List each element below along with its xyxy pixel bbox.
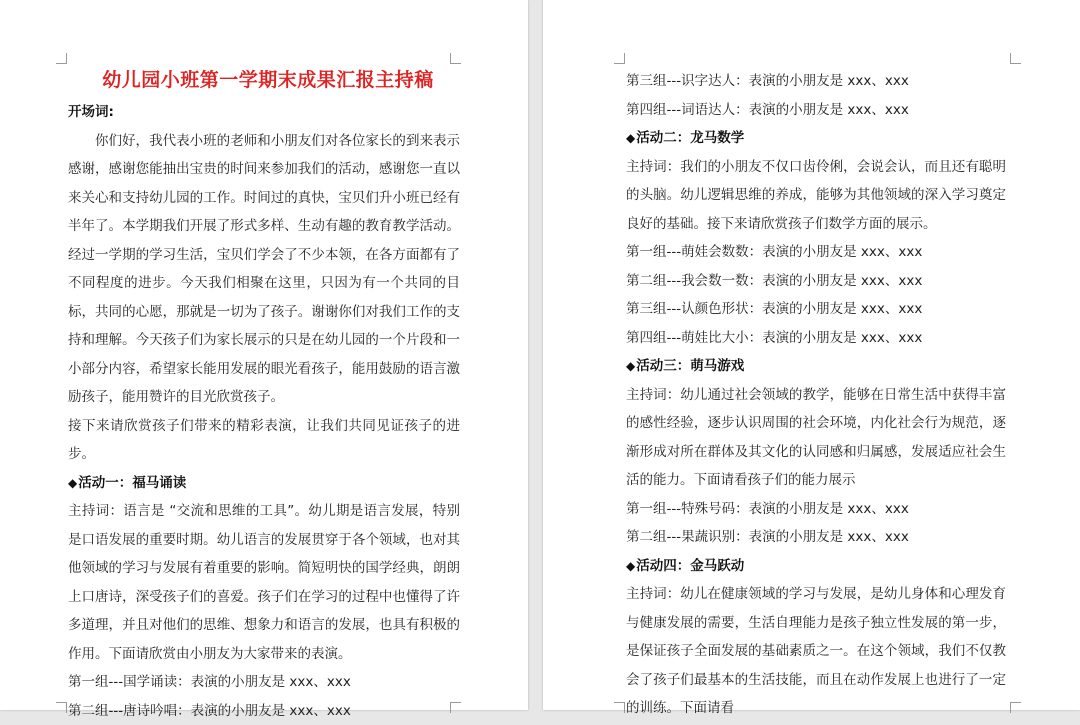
activity-heading xyxy=(626,552,1006,581)
crop-mark xyxy=(56,702,67,713)
group-line: 第二组---唐诗吟唱：表演的小朋友是 xxx、xxx xyxy=(68,697,460,725)
opening-heading: 开场词: xyxy=(68,98,460,127)
opening-paragraph: 你们好，我代表小班的老师和小朋友们对各位家长的到来表示感谢，感谢您能抽出宝贵的时间来参加我们的活动，感谢您一直以来关心和支持幼儿园的工作。时间过的真快，宝贝们升小班已经有半年了。本学期我们开展了形式多样、生动有趣的教育教学活动。经过一学期的学习生活，宝贝们学会了不少本领，在各方面都有了不同程度的进步。今天我们相聚在这里，只因为有一个共同的目标，共同的心愿，那就是一切为了孩子。谢谢你们对我们工作的支持和理解。今天孩子们为家长展示的只是在幼儿园的一个片段和一小部分内容，希望家长能用发展的眼光看孩子，能用鼓励的语言激励孩子，能用赞许的目光欣赏孩子。 xyxy=(68,127,460,412)
activity-paragraph: 主持词：幼儿在健康领域的学习与发展，是幼儿身体和心理发育与健康发展的需要，生活自理能力是孩子独立性发展的第一步，是保证孩子全面发展的基础素质之一。在这个领域，我们不仅教会了孩子们最基本的生活技能，而且在动作发展上也进行了一定的训练。下面请看 xyxy=(626,580,1006,723)
group-line: 第四组---词语达人：表演的小朋友是 xxx、xxx xyxy=(626,96,1006,125)
group-line: 第三组---认颜色形状：表演的小朋友是 xxx、xxx xyxy=(626,295,1006,324)
activity-heading-text: 活动三：萌马游戏 xyxy=(636,358,744,374)
activity-paragraph: 主持词：幼儿通过社会领域的教学，能够在日常生活中获得丰富的感性经验，逐步认识周围的社会环境，内化社会行为规范，逐渐形成对所在群体及其文化的认同感和归属感，发展适应社会生活的能力。下面请看孩子们的能力展示 xyxy=(626,381,1006,495)
activity-paragraph: 主持词：语言是 “交流和思维的工具”。幼儿期是语言发展，特别是口语发展的重要时期。幼儿语言的发展贯穿于各个领域，也对其他领域的学习与发展有着重要的影响。简短明快的国学经典，朗朗上口唐诗，深受孩子们的喜爱。孩子们在学习的过程中也懂得了许多道理，并且对他们的思维、想象力和语言的发展，也具有积极的作用。下面请欣赏由小朋友为大家带来的表演。 xyxy=(68,497,460,668)
crop-mark xyxy=(1010,53,1021,64)
activity-paragraph: 主持词：我们的小朋友不仅口齿伶俐，会说会认，而且还有聪明的头脑。幼儿逻辑思维的养成，能够为其他领域的深入学习奠定良好的基础。接下来请欣赏孩子们数学方面的展示。 xyxy=(626,153,1006,239)
diamond-bullet-icon: ◆ xyxy=(626,359,635,373)
group-line: 第一组---特殊号码：表演的小朋友是 xxx、xxx xyxy=(626,495,1006,524)
transition-paragraph: 接下来请欣赏孩子们带来的精彩表演，让我们共同见证孩子的进步。 xyxy=(68,412,460,469)
activity-heading-text: 活动四：金马跃动 xyxy=(636,558,744,574)
activity-heading xyxy=(626,124,1006,153)
group-line: 第四组---萌娃比大小：表演的小朋友是 xxx、xxx xyxy=(626,324,1006,353)
group-line: 第二组---果蔬识别：表演的小朋友是 xxx、xxx xyxy=(626,523,1006,552)
activity-heading xyxy=(626,352,1006,381)
diamond-bullet-icon: ◆ xyxy=(626,559,635,573)
group-line: 第二组---我会数一数：表演的小朋友是 xxx、xxx xyxy=(626,267,1006,296)
activity-heading xyxy=(68,469,460,498)
diamond-bullet-icon: ◆ xyxy=(68,476,77,490)
page-body xyxy=(626,67,1006,723)
document-page-right xyxy=(543,0,1080,710)
group-line: 第三组---识字达人：表演的小朋友是 xxx、xxx xyxy=(626,67,1006,96)
crop-mark xyxy=(614,53,625,64)
crop-mark xyxy=(1010,702,1021,713)
crop-mark xyxy=(614,702,625,713)
activity-heading-text: 活动一：福马诵读 xyxy=(78,475,186,491)
group-line: 第一组---萌娃会数数：表演的小朋友是 xxx、xxx xyxy=(626,238,1006,267)
activity-heading-text: 活动二：龙马数学 xyxy=(636,130,744,146)
diamond-bullet-icon: ◆ xyxy=(626,131,635,145)
document-title: 幼儿园小班第一学期末成果汇报主持稿 xyxy=(64,62,472,98)
page-body xyxy=(68,62,460,725)
group-line: 第一组---国学诵读：表演的小朋友是 xxx、xxx xyxy=(68,668,460,697)
document-page-left xyxy=(0,0,528,710)
